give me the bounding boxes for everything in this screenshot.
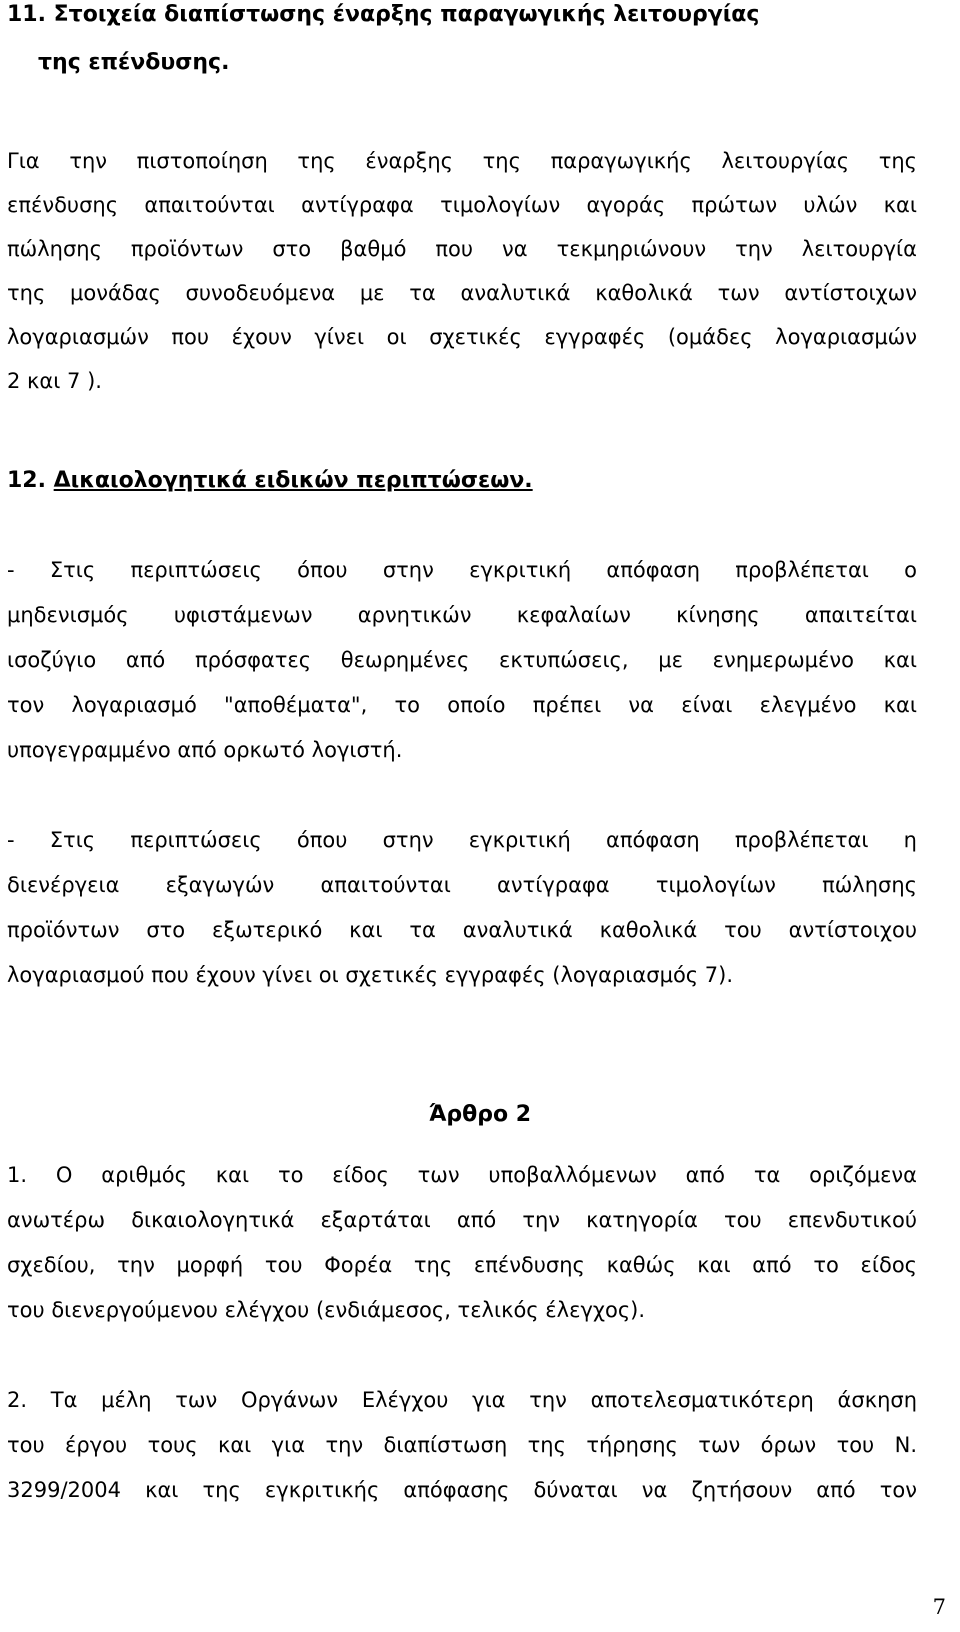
- section-11-body-line: 2 και 7 ).: [7, 369, 102, 393]
- article-2-para-2-line: του έργου τους και για την διαπίστωση της τήρησης των όρων του Ν.: [7, 1433, 917, 1457]
- section-12-para-1-line: τον λογαριασμό "αποθέματα", το οποίο πρέπει να είναι ελεγμένο και: [7, 693, 917, 717]
- section-11-body-line: Για την πιστοποίηση της έναρξης της παραγωγικής λειτουργίας της: [7, 149, 917, 173]
- article-2-para-2-line: 2. Τα μέλη των Οργάνων Ελέγχου για την αποτελεσματικότερη άσκηση: [7, 1388, 917, 1412]
- section-12-para-1-line: μηδενισμός υφιστάμενων αρνητικών κεφαλαίων κίνησης απαιτείται: [7, 603, 917, 627]
- section-12-para-2-line: προϊόντων στο εξωτερικό και τα αναλυτικά καθολικά του αντίστοιχου: [7, 918, 917, 942]
- article-2-title: Άρθρο 2: [428, 1102, 532, 1127]
- section-12-number: 12.: [7, 468, 46, 493]
- section-12-para-2-line: - Στις περιπτώσεις όπου στην εγκριτική απόφαση προβλέπεται η: [7, 828, 917, 852]
- section-11-heading-line-2: της επένδυσης.: [38, 50, 230, 75]
- section-11-body-line: της μονάδας συνοδευόμενα με τα αναλυτικά καθολικά των αντίστοιχων: [7, 281, 917, 305]
- section-11-body-line: λογαριασμών που έχουν γίνει οι σχετικές εγγραφές (ομάδες λογαριασμών: [7, 325, 917, 349]
- article-2-para-1-line: του διενεργούμενου ελέγχου (ενδιάμεσος, τελικός έλεγχος).: [7, 1298, 646, 1322]
- section-11-heading-line-1: 11. Στοιχεία διαπίστωσης έναρξης παραγωγικής λειτουργίας: [7, 2, 760, 27]
- section-11-body-line: πώλησης προϊόντων στο βαθμό που να τεκμηριώνουν την λειτουργία: [7, 237, 917, 261]
- section-12-para-1-line: υπογεγραμμένο από ορκωτό λογιστή.: [7, 738, 403, 762]
- article-2-para-1-line: 1. Ο αριθμός και το είδος των υποβαλλόμενων από τα οριζόμενα: [7, 1163, 917, 1187]
- section-12-para-1-line: ισοζύγιο από πρόσφατες θεωρημένες εκτυπώσεις, με ενημερωμένο και: [7, 648, 917, 672]
- section-12-para-2-line: λογαριασμού που έχουν γίνει οι σχετικές εγγραφές (λογαριασμός 7).: [7, 963, 734, 987]
- section-12-para-2-line: διενέργεια εξαγωγών απαιτούνται αντίγραφα τιμολογίων πώλησης: [7, 873, 917, 897]
- section-11-body-line: επένδυσης απαιτούνται αντίγραφα τιμολογίων αγοράς πρώτων υλών και: [7, 193, 917, 217]
- section-12-heading: [7, 466, 533, 496]
- section-12-para-1-line: - Στις περιπτώσεις όπου στην εγκριτική απόφαση προβλέπεται ο: [7, 558, 917, 582]
- article-2-para-1-line: σχεδίου, την μορφή του Φορέα της επένδυσης καθώς και από το είδος: [7, 1253, 917, 1277]
- article-2-para-1-line: ανωτέρω δικαιολογητικά εξαρτάται από την κατηγορία του επενδυτικού: [7, 1208, 917, 1232]
- page-number: 7: [932, 1595, 946, 1619]
- article-2-para-2-line: 3299/2004 και της εγκριτικής απόφασης δύναται να ζητήσουν από τον: [7, 1478, 917, 1502]
- section-12-title: Δικαιολογητικά ειδικών περιπτώσεων.: [53, 468, 533, 493]
